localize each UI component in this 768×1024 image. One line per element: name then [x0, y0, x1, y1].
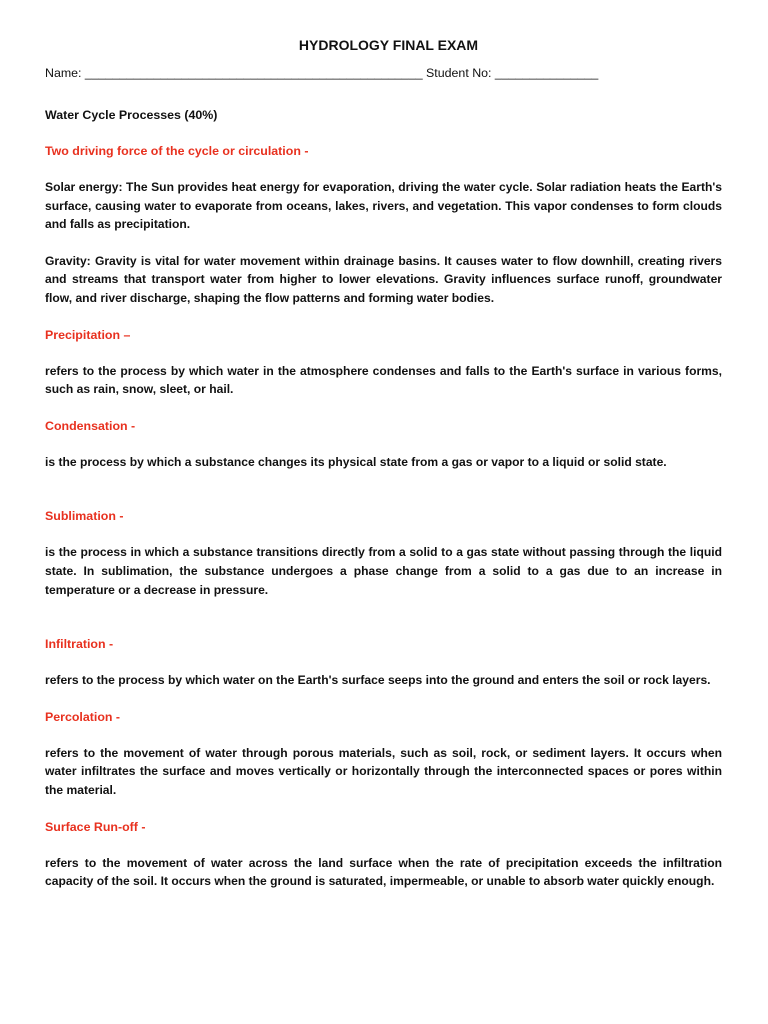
term-heading-percolation: Percolation - [45, 709, 121, 724]
definition-precipitation: refers to the process by which water in the atmosphere condenses and falls to the Earth's surface in various forms, such as rain, snow, sleet, or hail. [45, 363, 722, 397]
solar-energy-paragraph: Solar energy: The Sun provides heat energy for evaporation, driving the water cycle. Solar radiation heats the Earth's surface, causing water to evaporate from oceans, lakes, rivers, and vegetation. This vapor condenses to form clouds and falls as precipitation. [45, 180, 722, 232]
definition-percolation: refers to the movement of water through porous materials, such as soil, rock, or sediment layers. It occurs when water infiltrates the surface and moves vertically or horizontally through the interconnected spaces or pores within the material. [45, 745, 722, 797]
term-heading-condensation: Condensation - [45, 418, 136, 433]
term-heading-infiltration: Infiltration - [45, 637, 114, 652]
gravity-paragraph: Gravity: Gravity is vital for water movement within drainage basins. It causes water to flow downhill, creating rivers and streams that transport water from higher to lower elevations. Gravity influences surface runoff, groundwater flow, and river discharge, shaping the flow patterns and forming water bodies. [45, 253, 722, 305]
definition-condensation: is the process by which a substance changes its physical state from a gas or vapor to a liquid or solid state. [45, 454, 667, 469]
definition-infiltration: refers to the process by which water on the Earth's surface seeps into the ground and enters the soil or rock layers. [45, 673, 711, 688]
term-heading-surface-runoff: Surface Run-off - [45, 819, 146, 834]
section-title: Water Cycle Processes (40%) [45, 108, 218, 122]
exam-title: HYDROLOGY FINAL EXAM [298, 37, 479, 53]
term-heading-driving-force: Two driving force of the cycle or circulation - [45, 144, 309, 158]
name-student-line: Name: _________________________________________________ Student No: _______________ [45, 66, 599, 80]
definition-sublimation: is the process in which a substance transitions directly from a solid to a gas state without passing through the liquid state. In sublimation, the substance undergoes a phase change from a solid to a gas due to an increase in temperature or a decrease in pressure. [45, 545, 722, 597]
definition-surface-runoff: refers to the movement of water across the land surface when the rate of precipitation exceeds the infiltration capacity of the soil. It occurs when the ground is saturated, impermeable, or unable to absorb water quickly enough. [45, 855, 722, 889]
term-heading-sublimation: Sublimation - [45, 509, 124, 524]
term-heading-precipitation: Precipitation – [45, 327, 131, 342]
